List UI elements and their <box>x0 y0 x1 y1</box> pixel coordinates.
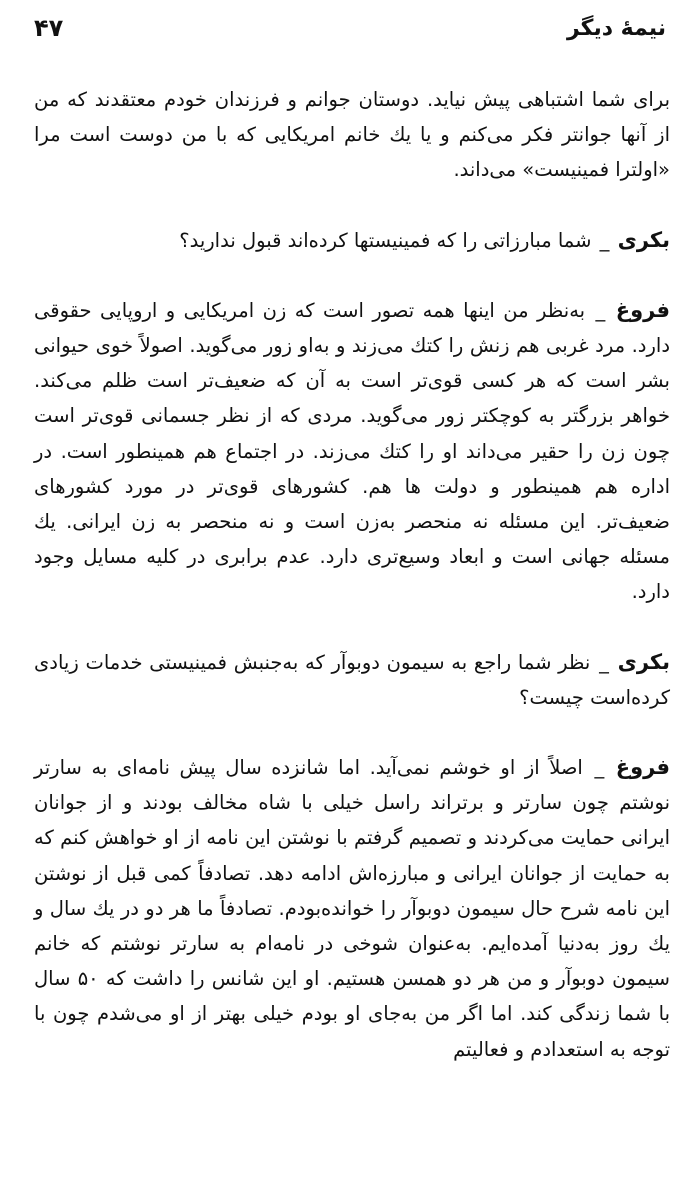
paragraph-continuation <box>34 82 670 188</box>
speaker-name: فروغ <box>615 297 670 322</box>
speaker-dash: _ <box>593 228 616 252</box>
speaker-dash: _ <box>584 756 614 780</box>
paragraph-question <box>34 223 670 258</box>
paragraph-answer <box>34 293 670 610</box>
speaker-name: فروغ <box>615 755 670 780</box>
page-header <box>30 14 666 50</box>
speaker-name: بکری <box>617 227 670 252</box>
speaker-dash: _ <box>587 298 614 322</box>
paragraph-question <box>34 645 670 715</box>
paragraph-text: شما مبارزاتی را که فمینیستها کرده‌اند قبول ندارید؟ <box>179 228 592 252</box>
page-body <box>34 82 670 1067</box>
speaker-dash: _ <box>592 650 616 674</box>
paragraph-text: نظر شما راجع به سیمون دوبوآر که به‌جنبش فمینیستی خدمات زیادی کرده‌است چیست؟ <box>34 650 670 709</box>
paragraph-text: برای شما اشتباهی پیش نیاید. دوستان جوانم و فرزندان خودم معتقدند که من از آنها جوانتر فکر می‌کنم و یا یك خانم امریکایی که با من دوست است مرا «اولترا فمینیست» می‌داند. <box>34 88 670 182</box>
page-number: ۴۷ <box>34 14 64 42</box>
running-title: نیمهٔ دیگر <box>566 16 666 41</box>
speaker-name: بکری <box>617 649 670 674</box>
paragraph-text: اصلاً از او خوشم نمی‌آید. اما شانزده سال پیش نامه‌ای به سارتر نوشتم چون سارتر و برتراند راسل خیلی با شاه مخالف بودند و از جوانان ایرانی حمایت می‌کردند و تصمیم گرفتم با نوشتن این نامه از او خواهش کنم که به حمایت از جوانان ایرانی و مبارزه‌اش ادامه دهد. تصادفاً کمی قبل از نوشتن این نامه شرح حال سیمون دوبوآر را خوانده‌بودم. تصادفاً ما هر دو در یك سال و یك روز به‌دنیا آمده‌ایم. به‌عنوان شوخی در نامه‌ام به سارتر نوشتم که خانم سیمون دوبوآر و من هر دو همسن هستیم. او این شانس را داشت که ۵۰ سال با شما زندگی کند. اما اگر من به‌جای او بودم خیلی بهتر از او می‌شدم چون با توجه به استعدادم و فعالیتم <box>34 756 670 1061</box>
paragraph-answer <box>34 750 670 1067</box>
paragraph-text: به‌نظر من اینها همه تصور است که زن امریکایی و اروپایی حقوقی دارد. مرد غربی هم زنش را کتك می‌زند و به‌او زور می‌گوید. اصولاً خوی حیوانی بشر است که هر کسی قوی‌تر است به آن که ضعیف‌تر است ظلم می‌کند. خواهر بزرگتر به کوچکتر زور می‌گوید. مردی که از نظر جسمانی قوی‌تر است چون زن را حقیر می‌داند او را کتك می‌زند. در اجتماع هم همینطور است. در اداره هم همینطور و دولت ها هم. کشورهای قوی‌تر در مورد کشورهای ضعیف‌تر. این مسئله نه منحصر به‌زن است و نه منحصر به زن ایرانی. یك مسئله جهانی است و ابعاد وسیع‌تری دارد. عدم برابری در کلیه مسایل وجود دارد. <box>34 298 670 604</box>
